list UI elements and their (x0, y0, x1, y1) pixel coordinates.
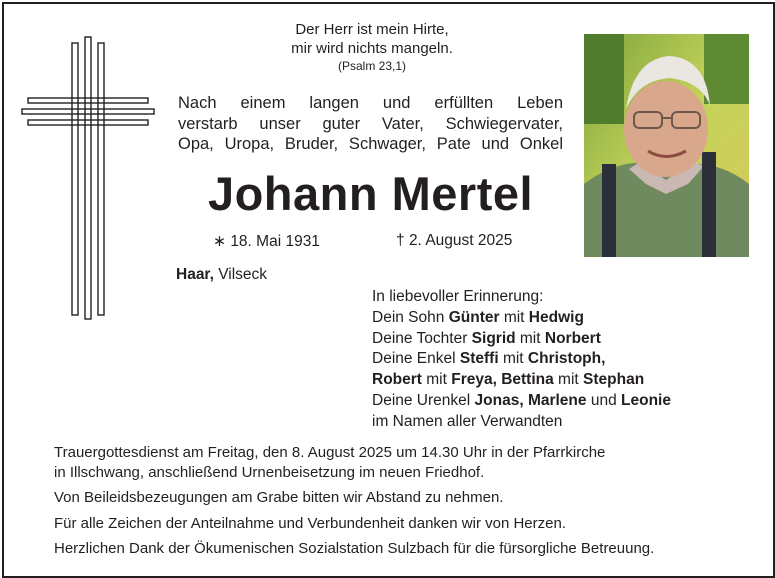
mourners-son (372, 308, 671, 329)
mourner-text: Deine Urenkel (372, 391, 475, 409)
mourners-intro: In liebevoller Erinnerung: (372, 288, 544, 305)
mourner-text: Deine Tochter (372, 329, 472, 347)
deceased-name: Johann Mertel (207, 167, 534, 220)
thanks-notice: Für alle Zeichen der Anteilnahme und Verbundenheit danken wir von Herzen. (54, 514, 566, 532)
death-date-text: 2. August 2025 (408, 232, 513, 249)
service-line-2: in Illschwang, anschließend Urnenbeisetzung im neuen Friedhof. (54, 463, 485, 481)
mourner-text: mit (499, 308, 529, 326)
mourner-name: Norbert (544, 329, 601, 347)
mourner-text: mit (421, 371, 452, 389)
birth-star-icon: ∗ (213, 233, 226, 250)
service-line-1: Trauergottesdienst am Freitag, den 8. August 2025 um 14.30 Uhr in der Pfarrkirche (54, 444, 606, 461)
death-cross-icon: † (396, 232, 405, 249)
mourners-grandchildren-1 (372, 349, 671, 370)
mourner-text: mit (553, 371, 584, 389)
mourner-name: Sigrid (471, 329, 516, 347)
mourner-name: Robert (372, 371, 422, 389)
mourner-text: und (586, 391, 622, 409)
portrait-photo (584, 34, 749, 257)
intro-line-3: Opa, Uropa, Bruder, Schwager, Pate und Onkel (178, 135, 563, 153)
mourner-name: Günter (448, 308, 500, 326)
service-notice (54, 443, 734, 482)
mourner-name: Stephan (583, 371, 645, 389)
mourner-text: Deine Enkel (372, 350, 460, 368)
intro-line-1: Nach einem langen und erfüllten Leben (178, 94, 563, 112)
verse-line-1: Der Herr ist mein Hirte, (295, 21, 449, 38)
bible-verse (218, 20, 526, 74)
intro-text (178, 93, 563, 155)
mourner-text: mit (515, 329, 545, 347)
verse-line-2: mir wird nichts mangeln. (291, 40, 453, 57)
birth-date (213, 232, 320, 251)
mourners-closing: im Namen aller Verwandten (372, 412, 563, 430)
intro-line-2: verstarb unser guter Vater, Schwiegervater, (178, 114, 563, 133)
mourners-grandchildren-2 (372, 370, 671, 391)
mourner-name: Hedwig (528, 308, 584, 326)
residence (176, 266, 267, 284)
birth-date-text: 18. Mai 1931 (230, 233, 320, 250)
cross-icon (20, 36, 156, 320)
mourner-name: Jonas, Marlene (474, 391, 587, 409)
funeral-notices (54, 443, 734, 565)
mourner-text: Dein Sohn (372, 308, 449, 326)
mourner-name: Leonie (621, 391, 671, 409)
verse-reference: (Psalm 23,1) (337, 59, 407, 73)
residence-region: Vilseck (213, 266, 268, 283)
mourner-text: mit (498, 350, 528, 368)
mourner-name: Christoph, (527, 350, 606, 368)
mourner-name: Freya, Bettina (451, 371, 554, 389)
condolence-notice: Von Beileidsbezeugungen am Grabe bitten wir Abstand zu nehmen. (54, 489, 504, 506)
mourners-great-grandchildren (372, 391, 671, 412)
special-thanks-notice: Herzlichen Dank der Ökumenischen Sozialstation Sulzbach für die fürsorgliche Betreuung. (54, 540, 655, 557)
mourner-name: Steffi (459, 350, 499, 368)
death-date (396, 232, 512, 250)
residence-town: Haar, (176, 266, 214, 283)
mourners-daughter (372, 329, 671, 350)
mourners-list (372, 287, 671, 433)
